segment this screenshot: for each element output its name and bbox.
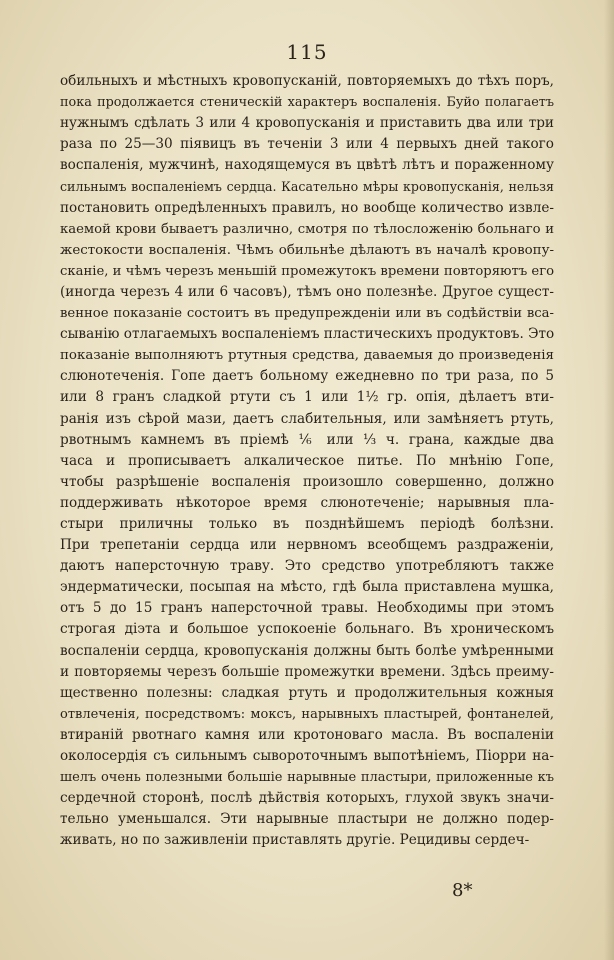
- text-line: втираній рвотнаго камня или кротоноваго масла. Въ воспаленіи: [60, 726, 554, 743]
- text-line: рвотнымъ камнемъ въ пріемѣ ⅙ или ⅓ ч. грана, каждые два: [60, 431, 554, 448]
- text-line: околосердія съ сильнымъ сывороточнымъ выпотѣніемъ, Піорри на-: [60, 748, 554, 764]
- text-line: сыванію отлагаемыхъ воспаленіемъ пластическихъ продуктовъ. Это: [60, 326, 554, 343]
- text-line: воспаленіи сердца, кровопусканія должны быть болѣе умѣренными: [60, 642, 554, 659]
- text-line: сильнымъ воспаленіемъ сердца. Касательно мѣры кровопусканія, нельзя: [60, 179, 554, 195]
- text-line: отвлеченія, посредствомъ: моксъ, нарывныхъ пластырей, фонтанелей,: [60, 706, 554, 722]
- text-line: стыри приличны только въ позднѣйшемъ періодѣ болѣзни.: [60, 515, 554, 532]
- text-line: и повторяемы черезъ большіе промежутки времени. Здѣсь преиму-: [60, 663, 554, 680]
- text-line: показаніе выполняютъ ртутныя средства, даваемыя до произведенія: [60, 348, 554, 364]
- text-line: сканіе, и чѣмъ черезъ меньшій промежутокъ времени повторяютъ его: [60, 263, 554, 279]
- text-line: ранія изъ сѣрой мази, даетъ слабительныя, или замѣняетъ ртуть,: [60, 410, 554, 427]
- text-line: или 8 гранъ сладкой ртути съ 1 или 1½ гр. опія, дѣлаетъ вти-: [60, 389, 554, 406]
- text-line: живать, но по заживленіи приставлять другіе. Рецидивы сердеч-: [60, 832, 530, 849]
- text-line: эндерматически, посыпая на мѣсто, гдѣ была приставлена мушка,: [60, 579, 554, 596]
- text-line: даютъ наперсточную траву. Это средство употребляютъ также: [60, 558, 554, 575]
- page-edge-shadow: [604, 0, 614, 960]
- text-line: раза по 25—30 піявицъ въ теченіи 3 или 4 первыхъ дней такого: [60, 136, 554, 153]
- text-line: щественно полезны: сладкая ртуть и продолжительныя кожныя: [60, 684, 554, 701]
- text-line: шелъ очень полезными большіе нарывные пластыри, приложенные къ: [60, 770, 554, 786]
- text-line: чтобы разрѣшеніе воспаленія произошло совершенно, должно: [60, 473, 554, 490]
- signature-mark: 8*: [452, 880, 473, 901]
- text-line: (иногда черезъ 4 или 6 часовъ), тѣмъ оно полезнѣе. Другое сущест-: [60, 283, 554, 300]
- text-line: При трепетаніи сердца или нервномъ всеобщемъ раздраженіи,: [60, 537, 554, 554]
- body-text: [60, 71, 554, 851]
- text-line: сердечной сторонѣ, послѣ дѣйствія которыхъ, глухой звукъ значи-: [60, 790, 554, 807]
- text-line: слюнотеченія. Гопе даетъ больному ежедневно по три раза, по 5: [60, 368, 554, 385]
- text-line: нужнымъ сдѣлать 3 или 4 кровопусканія и приставить два или три: [60, 115, 554, 132]
- text-line: постановить опредѣленныхъ правилъ, но вообще количество извле-: [60, 199, 554, 216]
- text-line: пока продолжается стеническій характеръ воспаленія. Буйо полагаетъ: [60, 95, 554, 111]
- text-line: воспаленія, мужчинѣ, находящемуся въ цвѣтѣ лѣтъ и пораженному: [60, 157, 554, 174]
- text-line: тельно уменьшался. Эти нарывные пластыри не должно подер-: [60, 811, 554, 828]
- text-line: часа и прописываетъ алкалическое питье. По мнѣнію Гопе,: [60, 452, 554, 469]
- text-line: каемой крови бываетъ различно, смотря по тѣлосложенію больнаго и: [60, 221, 554, 237]
- text-line: обильныхъ и мѣстныхъ кровопусканій, повторяемыхъ до тѣхъ поръ,: [60, 73, 554, 89]
- text-line: отъ 5 до 15 гранъ наперсточной травы. Необходимы при этомъ: [60, 600, 554, 617]
- text-line: строгая діэта и большое успокоеніе больнаго. Въ хроническомъ: [60, 621, 554, 638]
- text-line: поддерживать нѣкоторое время слюнотеченіе; нарывныя пла-: [60, 494, 554, 511]
- text-line: жестокости воспаленія. Чѣмъ обильнѣе дѣлаютъ въ началѣ кровопу-: [60, 242, 554, 258]
- text-line: венное показаніе состоитъ въ предупрежденіи или въ содѣйствіи вса-: [60, 306, 554, 322]
- page-number: 115: [286, 40, 328, 64]
